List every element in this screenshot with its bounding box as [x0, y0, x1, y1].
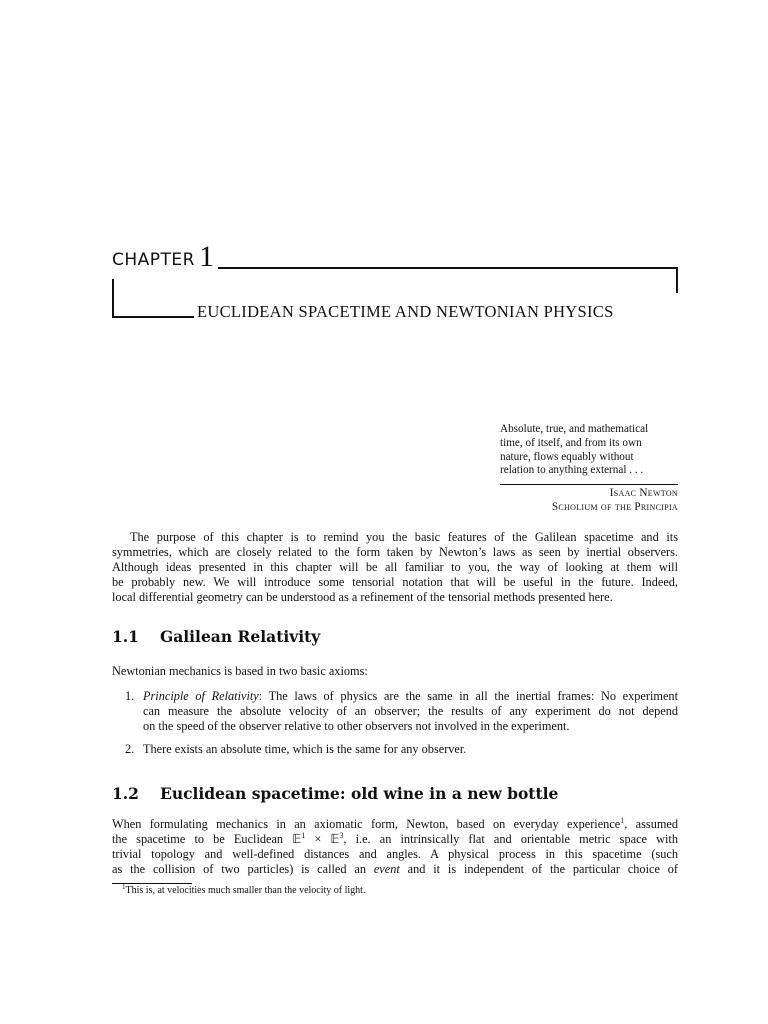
- emphasis-term: event: [373, 861, 400, 876]
- section-paragraph: [112, 817, 678, 877]
- footnote: [122, 885, 365, 897]
- text-line: be probably new. We will introduce some tensorial notation that will be useful in the future. Indeed,: [112, 574, 678, 589]
- epigraph-line: Absolute, true, and mathematical: [500, 423, 649, 435]
- text-line: Newtonian mechanics is based in two basic axioms:: [112, 664, 368, 678]
- text-line: Principle of Relativity: The laws of physics are the same in all the inertial frames: No experiment: [143, 689, 678, 703]
- section-number: 1.1: [112, 627, 139, 646]
- text-line: When formulating mechanics in an axiomatic form, Newton, based on everyday experience$^1$, assumed: [112, 816, 679, 831]
- list-marker: 2.: [125, 741, 135, 756]
- text-line: as the collision of two particles) is called an event and it is independent of the particular choice of: [112, 861, 679, 876]
- intro-paragraph: [112, 530, 678, 605]
- text-line: on the speed of the observer relative to other observers not involved in the experiment.: [143, 718, 570, 733]
- epigraph-source: Scholium of the Principia: [551, 500, 678, 513]
- epigraph-attribution: [552, 487, 678, 515]
- text-line: There exists an absolute time, which is the same for any observer.: [143, 741, 467, 756]
- text-line: local differential geometry can be understood as a refinement of the tensorial methods presented here.: [112, 589, 613, 604]
- chapter-bottom-rule: [112, 316, 194, 318]
- section-heading: [112, 784, 558, 803]
- section-title: Euclidean spacetime: old wine in a new bottle: [160, 784, 559, 803]
- list-item: [112, 742, 678, 757]
- text-line: symmetries, which are closely related to the form taken by Newton’s laws as seen by inertial observers.: [112, 544, 678, 559]
- epigraph-line: relation to anything external . . .: [500, 464, 644, 477]
- chapter-number: 1: [199, 240, 214, 273]
- chapter-top-rule: [218, 267, 678, 269]
- epigraph-line: time, of itself, and from its own: [500, 436, 642, 449]
- epigraph-line: nature, flows equably without: [500, 450, 634, 463]
- text-line: the spacetime to be Euclidean 𝔼$^1$ × 𝔼$^3$, i.e. an intrinsically flat and orientable metric space with: [112, 830, 678, 846]
- axiom-list: [112, 689, 678, 757]
- chapter-right-tick: [676, 267, 678, 293]
- chapter-title: EUCLIDEAN SPACETIME AND NEWTONIAN PHYSICS: [197, 302, 614, 321]
- list-item: [112, 689, 678, 734]
- epigraph-rule: [500, 484, 678, 485]
- footnote-mark: 1: [122, 883, 126, 891]
- section-number: 1.2: [112, 784, 139, 803]
- emphasis-term: Principle of Relativity: [143, 689, 259, 703]
- epigraph-author: Isaac Newton: [609, 487, 678, 499]
- footnote-link[interactable]: 1: [620, 816, 625, 825]
- text-line: Although ideas presented in this chapter will be all familiar to you, the way of looking at them will: [112, 559, 678, 574]
- section-heading: [112, 627, 320, 646]
- text-line: The purpose of this chapter is to remind you the basic features of the Galilean spacetime and its: [130, 530, 678, 544]
- text-line: can measure the absolute velocity of an observer; the results of any experiment do not depend: [143, 703, 678, 718]
- chapter-label: CHAPTER: [112, 250, 195, 270]
- section-lead: [112, 664, 678, 679]
- epigraph-quote: [500, 423, 680, 478]
- footnote-text: This is, at velocities much smaller than the velocity of light.: [125, 885, 366, 896]
- chapter-left-tick: [112, 279, 114, 317]
- text-line: trivial topology and well-defined distances and angles. A physical process in this spacetime (such: [112, 846, 678, 861]
- list-marker: 1.: [125, 689, 135, 703]
- section-title: Galilean Relativity: [160, 627, 321, 646]
